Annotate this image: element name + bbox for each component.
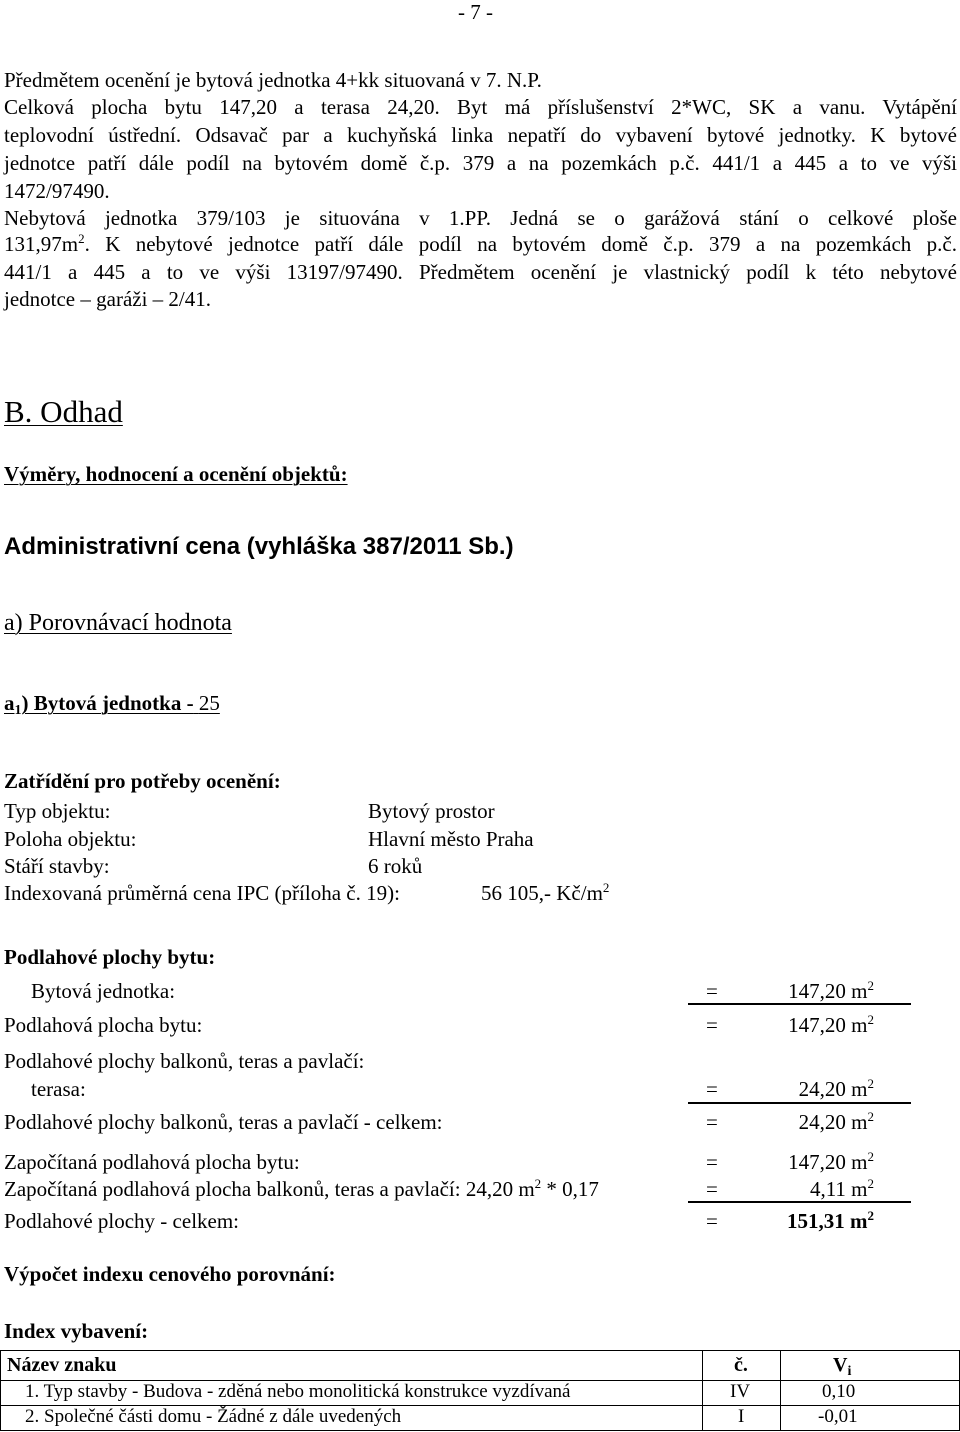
superscript: 2 (867, 1076, 874, 1091)
superscript: 2 (867, 1176, 874, 1191)
a1-text: ) Bytová jednotka - (21, 691, 194, 715)
zatrideni-heading: Zatřídění pro potřeby ocenění: (4, 769, 281, 793)
page-number: - 7 - (458, 0, 493, 24)
ipc-value (481, 881, 609, 906)
intro-line (4, 232, 957, 257)
table-border (0, 1430, 960, 1431)
stari-value: 6 roků (368, 854, 423, 878)
label-text: Započítaná podlahová plocha balkonů, teras a pavlačí: 24,20 m (4, 1177, 535, 1201)
value-text: 24,20 m (798, 1077, 868, 1101)
value-text: 147,20 m (788, 979, 868, 1003)
header-text: V (833, 1354, 848, 1376)
equals-sign: = (706, 979, 718, 1003)
intro-text: . K nebytové jednotce patří dále podíl na bytovém domě č.p. 379 a na pozemkách p.č. (84, 232, 957, 256)
superscript: 2 (602, 880, 610, 895)
equals-sign: = (706, 1013, 718, 1037)
superscript: 2 (867, 1149, 874, 1164)
intro-line: Celková plocha bytu 147,20 a terasa 24,20. Byt má příslušenství 2*WC, SK a vanu. Vytápění (4, 95, 957, 119)
zapocitana-balkonu-label (4, 1177, 599, 1202)
intro-line: teplovodní ústřední. Odsavač par a kuchyňská linka nepatří do vybavení bytové jednotky. K bytové (4, 123, 957, 147)
column-header-c: č. (734, 1354, 748, 1376)
a1-number: 25 (198, 691, 220, 715)
table-cell-v: 0,10 (822, 1381, 856, 1402)
superscript: 2 (534, 1176, 542, 1191)
typ-value: Bytový prostor (368, 799, 495, 823)
label-text: * 0,17 (541, 1177, 599, 1201)
vypocet-heading: Výpočet indexu cenového porovnání: (4, 1262, 336, 1286)
superscript: 2 (867, 1208, 874, 1223)
sum-underline (688, 1003, 911, 1005)
ipc-value-text: 56 105,- Kč/m (481, 881, 603, 905)
intro-line: 1472/97490. (4, 179, 110, 203)
superscript: 2 (867, 978, 874, 993)
plochy-heading: Podlahové plochy bytu: (4, 945, 216, 969)
equals-sign: = (706, 1150, 718, 1174)
equals-sign: = (706, 1177, 718, 1201)
intro-line: 441/1 a 445 a to ve výši 13197/97490. Předmětem ocenění je vlastnický podíl k této nebytové (4, 260, 957, 284)
value-text: 24,20 m (798, 1110, 868, 1134)
table-border (702, 1350, 703, 1431)
zapocitana-bytu-value (788, 1150, 874, 1175)
column-header-v (833, 1353, 851, 1377)
porovnavaci-heading: a) Porovnávací hodnota (4, 610, 232, 636)
intro-line: Nebytová jednotka 379/103 je situována v 1.PP. Jedná se o garážová stání o celkové ploše (4, 206, 957, 230)
table-border (0, 1350, 960, 1351)
table-cell-name: 2. Společné části domu - Žádné z dále uvedených (25, 1406, 402, 1427)
intro-line: jednotce patří dále podíl na bytovém domě č.p. 379 a na pozemkách p.č. 441/1 a 445 a to ve výši (4, 151, 957, 175)
bytova-jednotka-label: Bytová jednotka: (31, 979, 176, 1003)
value-text: 147,20 m (788, 1013, 868, 1037)
podlahova-plocha-value (788, 1013, 874, 1038)
value-text: 4,11 m (809, 1177, 868, 1201)
a1-heading (4, 691, 220, 716)
plochy-celkem-value (787, 1209, 874, 1234)
balkony-celkem-value (799, 1110, 874, 1135)
table-border (780, 1350, 781, 1431)
zapocitana-bytu-label: Započítaná podlahová plocha bytu: (4, 1150, 300, 1174)
stari-label: Stáří stavby: (4, 854, 110, 878)
balkony-celkem-label: Podlahové plochy balkonů, teras a pavlačí - celkem: (4, 1110, 443, 1134)
intro-line: Předmětem ocenění je bytová jednotka 4+kk situovaná v 7. N.P. (4, 68, 542, 92)
section-b-heading: B. Odhad (4, 394, 123, 429)
equals-sign: = (706, 1077, 718, 1101)
superscript: 2 (78, 231, 85, 246)
vymery-heading: Výměry, hodnocení a ocenění objektů: (4, 462, 348, 486)
value-text: 151,31 m (787, 1209, 868, 1233)
ipc-label: Indexovaná průměrná cena IPC (příloha č. 19): (4, 881, 400, 905)
equals-sign: = (706, 1110, 718, 1134)
terasa-value (799, 1077, 874, 1102)
column-header-name: Název znaku (7, 1354, 117, 1376)
plochy-celkem-label: Podlahové plochy - celkem: (4, 1209, 240, 1233)
value-text: 147,20 m (788, 1150, 868, 1174)
podlahova-plocha-label: Podlahová plocha bytu: (4, 1013, 203, 1037)
zapocitana-balkonu-value (810, 1177, 874, 1202)
superscript: 2 (867, 1012, 874, 1027)
table-cell-c: I (738, 1406, 745, 1427)
poloha-value: Hlavní město Praha (368, 827, 534, 851)
balkony-heading: Podlahové plochy balkonů, teras a pavlačí: (4, 1049, 365, 1073)
subscript: i (847, 1364, 852, 1379)
table-border (0, 1350, 1, 1431)
intro-text: 131,97m (4, 232, 79, 256)
table-cell-c: IV (730, 1381, 751, 1402)
index-vybaveni-heading: Index vybavení: (4, 1319, 149, 1343)
admin-cena-heading: Administrativní cena (vyhláška 387/2011 Sb.) (4, 533, 514, 560)
poloha-label: Poloha objektu: (4, 827, 137, 851)
sum-underline (688, 1201, 911, 1203)
table-cell-name: 1. Typ stavby - Budova - zděná nebo monolitická konstrukce vyzdívaná (25, 1381, 571, 1402)
a1-letter: a (4, 691, 15, 715)
table-cell-v: -0,01 (818, 1406, 858, 1427)
sum-underline (688, 1102, 911, 1104)
bytova-jednotka-value (788, 979, 874, 1004)
equals-sign: = (706, 1209, 718, 1233)
superscript: 2 (867, 1109, 874, 1124)
subscript: 1 (14, 703, 22, 718)
terasa-label: terasa: (31, 1077, 86, 1101)
typ-label: Typ objektu: (4, 799, 111, 823)
intro-line: jednotce – garáži – 2/41. (4, 287, 212, 311)
